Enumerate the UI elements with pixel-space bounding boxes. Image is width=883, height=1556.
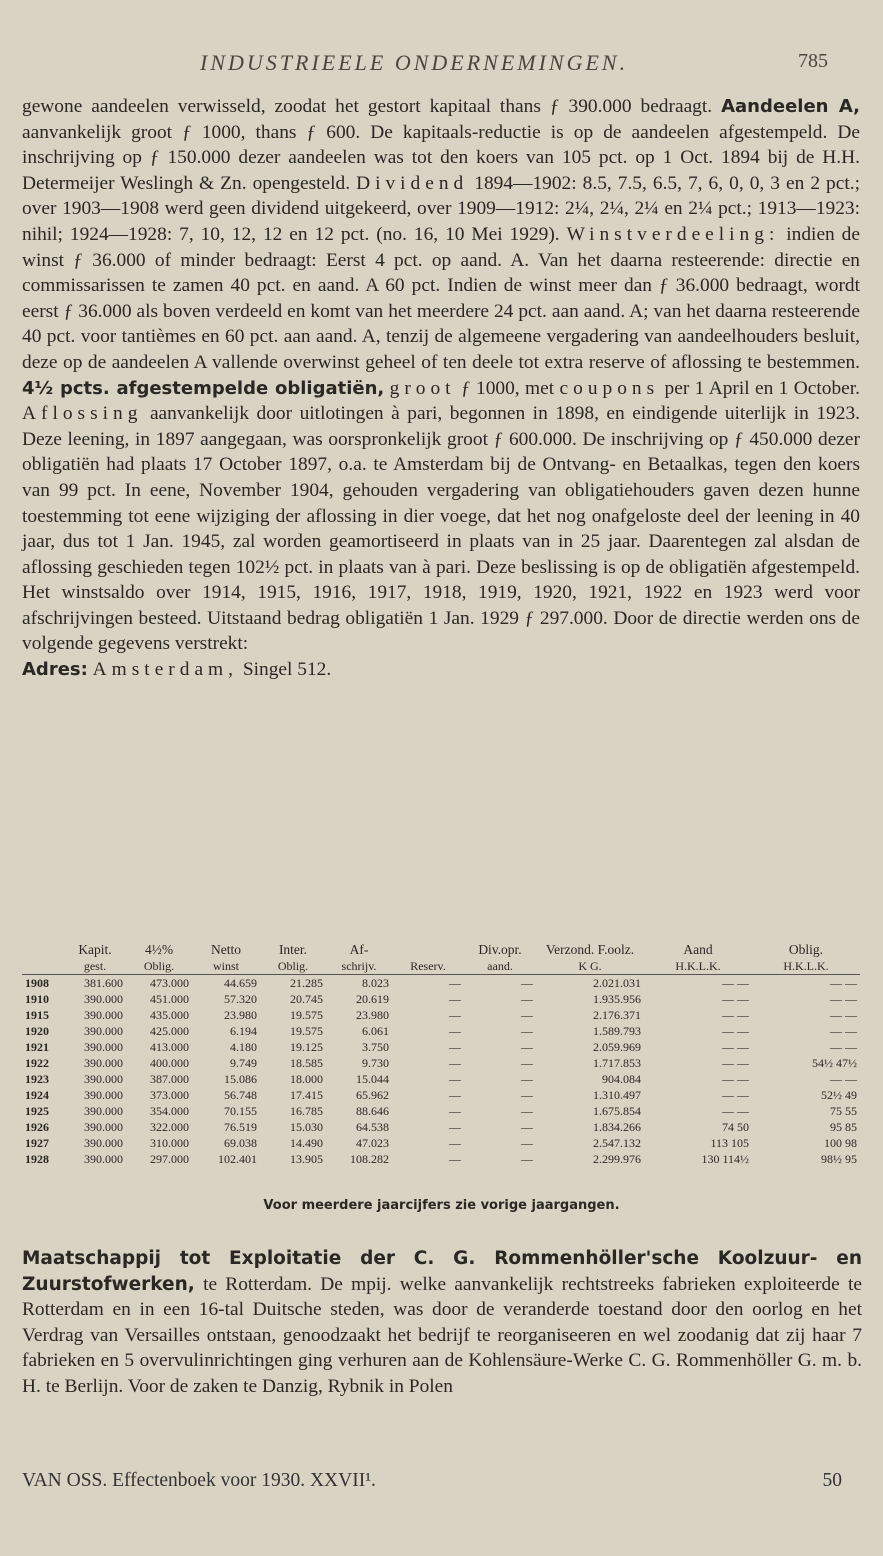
column-subheader [22,958,64,975]
table-cell: — [521,1088,533,1102]
table-cell: 20.745 [290,992,323,1006]
text-span: 1894—1902: 8.5, 7.5, 6.5, 7, 6, 0, 0, 3 en 2 pct.; over 1903—1908 werd geen dividend uitgekeerd, over 1909—1912: 2¼, 2¼, 2¼ en 2¼ pct.; 1913—1923: nihil; 1924—1928: 7, 10, 12, 12 en 12 pct. (no. 16, 10 Mei 1929). [22,172,860,245]
page-number: 785 [798,50,828,72]
table-cell: — — [722,992,749,1006]
table-cell: 17.415 [290,1088,323,1102]
table-cell: — — [830,1072,857,1086]
table-cell: — — [722,1024,749,1038]
table-cell: 1923 [25,1072,49,1086]
table-cell: 6.194 [230,1024,257,1038]
table-cell: — [449,1120,461,1134]
table-cell: 3.750 [362,1040,389,1054]
table-cell: 387.000 [150,1072,189,1086]
main-text [22,94,860,683]
table-footnote: Voor meerdere jaarcijfers zie vorige jaargangen. [263,1198,620,1213]
page-footer [22,1470,862,1500]
table-cell: — — [722,1104,749,1118]
text-span: ƒ 1000, met [460,377,555,399]
table-row [22,1007,860,1023]
table-cell: 74 50 [722,1120,749,1134]
table-cell: 310.000 [150,1136,189,1150]
table-cell: 322.000 [150,1120,189,1134]
table-cell: 2.547.132 [593,1136,641,1150]
table-cell: 451.000 [150,992,189,1006]
table-cell: 390.000 [84,1104,123,1118]
table-row [22,1119,860,1135]
table-cell: 21.285 [290,976,323,990]
column-header: Aand [683,942,713,957]
table-cell: 88.646 [356,1104,389,1118]
table-cell: 373.000 [150,1088,189,1102]
table-cell: 1908 [25,976,49,990]
table-cell: 108.282 [350,1152,389,1166]
table-cell: 390.000 [84,1056,123,1070]
table-cell: — — [722,1040,749,1054]
text-span: indien de winst ƒ 36.000 of minder bedraagt: Eerst 4 pct. op aand. A. Van het daarna resteerende: directie en commissarissen te zamen 40 pct. en aand. A 60 pct. Indien de winst meer dan ƒ 36.000 bedraagt, wordt eerst ƒ 36.000 als boven verdeeld en komt van het meerdere 24 pct. aan aand. A; van het daarna resteerende 40 pct. voor tantièmes en 60 pct. aan aand. A, tenzij de algemeene vergadering van aandeelhouders besluit, deze op de aandeelen A vallende overwinst geheel of ten deele tot extra reserve of aflossing te bestemmen. [22,223,860,373]
table-cell: 904.084 [602,1072,641,1086]
table-cell: 52½ 49 [821,1088,857,1102]
table-cell: — — [722,1072,749,1086]
table-cell: — [449,1072,461,1086]
table-cell: — [449,1152,461,1166]
table-row [22,1135,860,1151]
table-cell: 9.730 [362,1056,389,1070]
table-cell: 1921 [25,1040,49,1054]
table-cell: — [521,1024,533,1038]
adres-street: Singel 512. [242,659,332,681]
table-row [22,1151,860,1167]
table-cell: 102.401 [218,1152,257,1166]
table-cell: — — [830,1040,857,1054]
table-cell: — [449,1056,461,1070]
table-cell: 473.000 [150,976,189,990]
table-cell: 15.044 [356,1072,389,1086]
table-cell: — [449,1136,461,1150]
table-cell: 23.980 [224,1008,257,1022]
table-cell: 1.675.854 [593,1104,641,1118]
table-cell: 354.000 [150,1104,189,1118]
table-body [22,975,860,1168]
column-header [22,942,64,958]
column-header: Af- [349,942,369,957]
table-cell: 18.000 [290,1072,323,1086]
table-cell: 390.000 [84,1136,123,1150]
column-subheader: winst [192,958,260,975]
aflossing-heading: Aflossing [22,403,143,425]
table-cell: — [521,1104,533,1118]
table-cell: 1922 [25,1056,49,1070]
table-cell: 390.000 [84,992,123,1006]
table-cell: — [521,1152,533,1166]
adres-city: Amsterdam, [92,659,238,681]
table-cell: 2.059.969 [593,1040,641,1054]
table-cell: 1.935.956 [593,992,641,1006]
table-cell: — — [830,992,857,1006]
table-cell: 1.717.853 [593,1056,641,1070]
table-cell: 19.575 [290,1024,323,1038]
table-cell: 54½ 47½ [812,1056,857,1070]
table-cell: 413.000 [150,1040,189,1054]
table-cell: — [449,992,461,1006]
table-row [22,991,860,1007]
table-cell: 1927 [25,1136,49,1150]
table-cell: — [449,976,461,990]
table-cell: — — [830,1008,857,1022]
table-cell: 1926 [25,1120,49,1134]
table-cell: 15.086 [224,1072,257,1086]
table-cell: — — [830,1024,857,1038]
table-cell: — [521,1120,533,1134]
table-cell: — [521,1008,533,1022]
table-cell: — — [722,1008,749,1022]
table-cell: 1920 [25,1024,49,1038]
text-span: aanvankelijk groot ƒ 1000, thans ƒ 600. De kapitaals-reductie is op de aandeelen afgestempeld. De inschrijving op ƒ 150.000 dezer aandeelen was tot den koers van 105 pct. op 1 Oct. 1894 bij de H.H. Determeijer Weslingh & Zn. opengesteld. [22,121,860,194]
paragraph [22,94,860,657]
table-cell: — [449,1008,461,1022]
table-cell: 425.000 [150,1024,189,1038]
table-row [22,1087,860,1103]
table-cell: 1915 [25,1008,49,1022]
table-cell: 65.962 [356,1088,389,1102]
table-row [22,975,860,992]
table-cell: 15.030 [290,1120,323,1134]
column-subheader: gest. [64,958,126,975]
table-cell: 1.834.266 [593,1120,641,1134]
table-cell: 6.061 [362,1024,389,1038]
table-cell: — [521,992,533,1006]
column-subheader: schrijv. [326,958,392,975]
table-cell: 390.000 [84,1024,123,1038]
table-cell: 44.659 [224,976,257,990]
table-header-row [22,942,860,958]
table-cell: 56.748 [224,1088,257,1102]
table-cell: 23.980 [356,1008,389,1022]
table-cell: — [521,1056,533,1070]
table-cell: 390.000 [84,1088,123,1102]
table-cell: 64.538 [356,1120,389,1134]
table-cell: 57.320 [224,992,257,1006]
table-row [22,1023,860,1039]
table-cell: 14.490 [290,1136,323,1150]
table-cell: 2.021.031 [593,976,641,990]
aandeelen-a-heading: Aandeelen A, [721,96,860,117]
table-cell: — — [722,1056,749,1070]
table-cell: — [521,1136,533,1150]
column-header: Netto [211,942,241,957]
table-cell: — — [830,976,857,990]
table-cell: 435.000 [150,1008,189,1022]
table-row [22,1055,860,1071]
column-subheader: Oblig. [260,958,326,975]
table-cell: — [521,976,533,990]
column-subheader: Oblig. [126,958,192,975]
table-cell: 1924 [25,1088,49,1102]
column-header: Kapit. [78,942,112,957]
table-subheader-row [22,958,860,975]
table-cell: 1925 [25,1104,49,1118]
next-company-section [22,1246,862,1400]
column-header: Inter. [278,942,308,957]
table-cell: — [449,1040,461,1054]
table-cell: 76.519 [224,1120,257,1134]
table-cell: 19.125 [290,1040,323,1054]
column-header [392,942,464,958]
table-cell: 390.000 [84,1072,123,1086]
table-cell: — [449,1024,461,1038]
groot-word: groot [389,377,456,399]
address-line [22,657,860,683]
table-cell: 297.000 [150,1152,189,1166]
column-header: Div.opr. [478,942,522,957]
column-subheader: aand. [464,958,536,975]
table-row [22,1103,860,1119]
table-row [22,1071,860,1087]
table-cell: — [449,1088,461,1102]
text-span: per 1 April en 1 October. [664,377,860,399]
footer-source: VAN OSS. Effectenboek voor 1930. XXVII¹. [22,1470,376,1491]
table-cell: 75 55 [830,1104,857,1118]
table-cell: 113 105 [710,1136,749,1150]
table-cell: 4.180 [230,1040,257,1054]
column-subheader: K G. [536,958,644,975]
text-span: gewone aandeelen verwisseld, zoodat het gestort kapitaal thans ƒ 390.000 bedraagt. [22,96,713,117]
financial-table [22,942,860,1167]
column-subheader: H.K.L.K. [752,958,860,975]
table-cell: 69.038 [224,1136,257,1150]
column-header: Verzond. F.oolz. [545,942,635,957]
table-cell: 100 98 [824,1136,857,1150]
table-cell: — [521,1072,533,1086]
table-cell: 2.176.371 [593,1008,641,1022]
table-cell: 390.000 [84,1152,123,1166]
running-title: INDUSTRIEELE ONDERNEMINGEN. [200,50,629,75]
obligatien-heading: 4½ pcts. afgestempelde obligatiën, [22,377,385,399]
table-cell: 390.000 [84,1120,123,1134]
table-cell: 390.000 [84,1008,123,1022]
adres-label: Adres: [22,659,88,681]
coupons-word: coupons [559,377,660,399]
table-cell: 16.785 [290,1104,323,1118]
table-cell: 2.299.976 [593,1152,641,1166]
table-cell: 9.749 [230,1056,257,1070]
footer-sheet-number: 50 [822,1470,842,1491]
table-cell: 1.310.497 [593,1088,641,1102]
winstverdeeling-heading: Winstverdeeling: [566,223,780,245]
table-cell: 20.619 [356,992,389,1006]
table-cell: — — [722,976,749,990]
table-cell: 70.155 [224,1104,257,1118]
table-cell: — [449,1104,461,1118]
company-text: te Rotterdam. De mpij. welke aanvankelijk rechtstreeks fabrieken exploiteerde te Rotterdam en in een 16-tal Duitsche steden, was door de veranderde toestand door den oorlog en het Verdrag van Versailles ontstaan, genoodzaakt het bedrijf te reorganiseeren en wel zoodanig dat zij haar 7 fabrieken en 5 overvulinrichtingen ging verhuren aan de Kohlensäure-Werke C. G. Rommenhöller G. m. b. H. te Berlijn. Voor de zaken te Danzig, Rybnik in Polen [22,1273,862,1397]
table-cell: — [521,1040,533,1054]
dividend-heading: Dividend [356,172,469,194]
table-cell: 400.000 [150,1056,189,1070]
table-cell: 1.589.793 [593,1024,641,1038]
table-cell: 19.575 [290,1008,323,1022]
table-cell: 98½ 95 [821,1152,857,1166]
table-cell: 130 114½ [701,1152,749,1166]
table-cell: 1928 [25,1152,49,1166]
column-subheader: H.K.L.K. [644,958,752,975]
table-cell: 1910 [25,992,49,1006]
column-header: 4½% [144,942,174,957]
table-cell: 13.905 [290,1152,323,1166]
company-heading: Maatschappij tot Exploitatie der C. G. Rommenhöller'sche Koolzuur- en Zuurstofwerken, [22,1248,862,1295]
text-span: aanvankelijk door uitlotingen à pari, begonnen in 1898, en eindigende uiterlijk in 1923. Deze leening, in 1897 aangegaan, was oorspronkelijk groot ƒ 600.000. De inschrijving op ƒ 450.000 dezer obligatiën had plaats 17 October 1897, o.a. te Amsterdam bij de Ontvang- en Betaalkas, tegen den koers van 99 pct. In eene, November 1904, gehouden vergadering van obligatiehouders gaven dezen hunne toestemming tot eene wijziging der aflossing in dier voege, dat het nog onafgeloste deel der leening in 40 jaar, dus tot 1 Jan. 1945, zal worden geamortiseerd in plaats van in 25 jaar. Daarentegen zal alsdan de aflossing geschieden tegen 102½ pct. in plaats van à pari. Deze beslissing is op de obligatiën afgestempeld. Het winstsaldo over 1914, 1915, 1916, 1917, 1918, 1919, 1920, 1921, 1922 en 1923 werd voor afschrijvingen besteed. Uitstaand bedrag obligatiën 1 Jan. 1929 ƒ 297.000. Door de directie werden ons de volgende gegevens verstrekt: [22,403,860,655]
column-header: Oblig. [788,942,824,957]
table-cell: 18.585 [290,1056,323,1070]
table-cell: 381.600 [84,976,123,990]
table-row [22,1039,860,1055]
table-cell: 8.023 [362,976,389,990]
page-header [0,50,883,80]
table-cell: 95 85 [830,1120,857,1134]
column-subheader: Reserv. [392,958,464,975]
table-cell: — — [722,1088,749,1102]
table-cell: 47.023 [356,1136,389,1150]
table-cell: 390.000 [84,1040,123,1054]
